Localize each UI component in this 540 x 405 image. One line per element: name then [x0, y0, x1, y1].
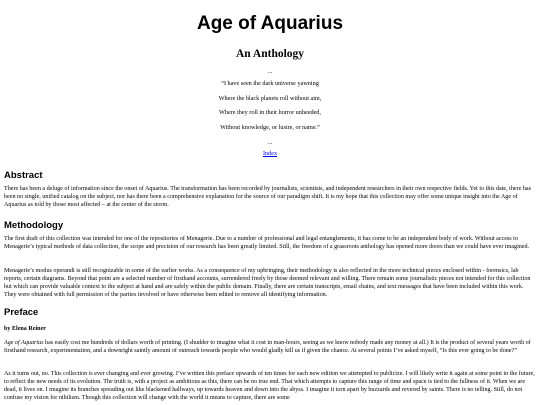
index-link[interactable]: Index	[262, 150, 278, 158]
preface-book-title: Age of Aquarius	[4, 340, 44, 346]
poem-line: “I have seen the dark universe yawning	[221, 80, 319, 87]
methodology-paragraph-1: The first draft of this collection was intended for one of the repositories of Menagerie. Due to a number of professional and legal entanglements, it has come to be an independent body of work. Without access to Menagerie’s typical methods of data collection, the scope and precision of our research has been greatly limited. Still, the freedom of a grassroots anthology has opened more doors than we could have ever imagined.	[4, 236, 530, 250]
poem-ellipsis-top: ...	[267, 68, 273, 75]
abstract-heading: Abstract	[4, 170, 43, 181]
preface-paragraph-1-text: has easily cost me hundreds of dollars worth of printing. (I shudder to imagine what it cost in man-hours, seeing as we know nobody made any money at all.) It is the product of several years worth of firsthand research, experimentation, and a downright saintly amount of outreach towards people who would gladly kill us if given the chance. At several points I’ve asked myself, “Is this ever going to be done?”	[4, 340, 531, 354]
epigraph-poem	[4, 66, 536, 162]
preface-paragraph-1	[4, 340, 536, 356]
methodology-paragraph-2: Menagerie’s modus operandi is still recognizable in some of the earlier works. As a consequence of my upbringing, their methodology is also reflected in the more technical pieces enclosed within - forensics, lab reports, certain diagrams. Beyond that point are a selected number of firsthand accounts, surrendered freely by those deemed relevant and willing. There remain some journalistic pieces not intended for this collection but which can provide valuable context to the subject at hand and are safely within the public domain. Finally, there are certain transcripts, email chains, and text messages that have been included within this work. They were obtained with full permission of the parties involved or have otherwise been edited to remove all identifying information.	[4, 268, 531, 298]
poem-line: Where the black planets roll without aim,	[218, 94, 322, 102]
preface-paragraph-2: As it turns out, no. This collection is ever changing and ever growing. I’ve written this preface upwards of ten times for each new edition we attempted to publicize. I will likely write it again at some point in the future, to reflect the new needs of its evolution. The truth is, with a project as ambitious as this, there can be no true end. That which attempts to capture this range of time and space is tied to the fullness of it. When we are dead, it lives on. I imagine its branches spreading out like blackened hallways, up towards heaven and down into the abyss. I imagine it torn apart by buzzards and revered by saints. There is no telling. Still, do not confuse my vision for nihilism. Though this collection will change with the world it means to capture, there are some	[4, 371, 535, 401]
page-title: Age of Aquarius	[196, 13, 344, 34]
preface-byline: by Elena Reiner	[4, 326, 46, 332]
abstract-paragraph: There has been a deluge of information since the onset of Aquarius. The transformation has been recorded by journalists, scientists, and independent researchers in their own respective fields. Yet to this date, there has been no single, unified catalog on the subject, nor has there been a comprehensive explanation for the source of our paradigm shift. It is my hope that this collection may offer some unique insight into the Age of Aquarius as told by those most affected – at the center of the storm.	[4, 186, 532, 208]
preface-heading: Preface	[4, 307, 39, 318]
poem-line: Without knowledge, or lustre, or name.”	[220, 123, 320, 131]
methodology-heading: Methodology	[4, 220, 64, 231]
poem-ellipsis-bottom: ...	[267, 139, 273, 147]
poem-line: Where they roll in their horror unheeded,	[219, 109, 321, 117]
page-subtitle: An Anthology	[235, 48, 305, 60]
